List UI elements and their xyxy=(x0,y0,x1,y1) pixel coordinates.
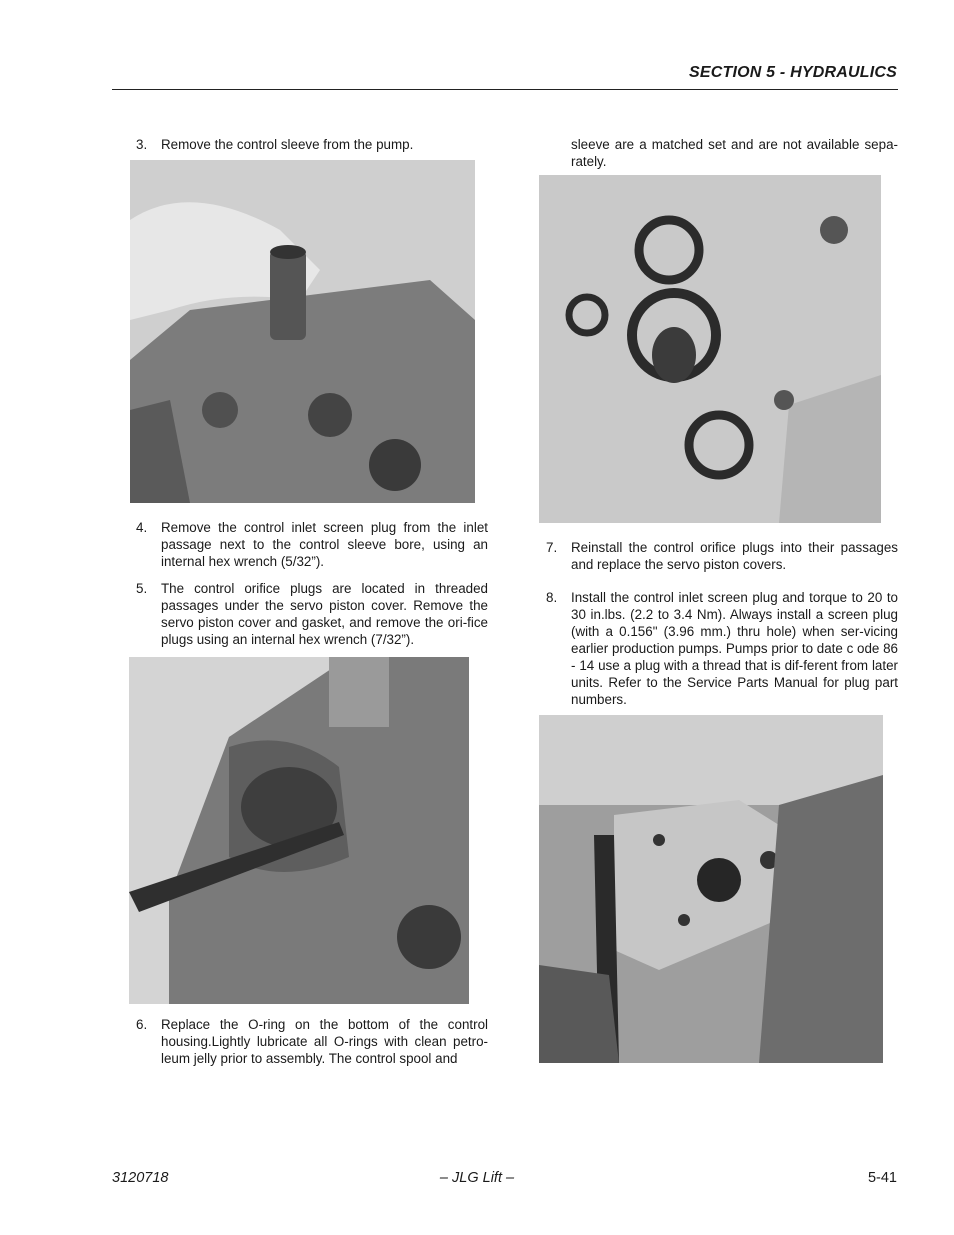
step-8 xyxy=(546,589,898,708)
step-6-continued: sleeve are a matched set and are not available sepa-rately. xyxy=(571,137,898,169)
document-number: 3120718 xyxy=(112,1170,169,1186)
step-text: Replace the O-ring on the bottom of the control housing.Lightly lubricate all O-rings with clean petro-leum jelly prior to assembly. The control spool and xyxy=(161,1017,488,1066)
step-text: Remove the control sleeve from the pump. xyxy=(161,137,414,152)
step-number: 8. xyxy=(546,590,558,605)
header-rule xyxy=(112,89,898,90)
step-3 xyxy=(136,136,488,153)
step-text: Install the control inlet screen plug and torque to 20 to 30 in.lbs. (2.2 to 3.4 Nm). Always install a screen plug (with a 0.156" (3.96 mm.) thru hole) when ser-vicing earlier production pumps. Pumps prior to date c ode 86 - 14 use a plug with a thread that is dif-ferent from later units. Refer to the Service Parts Manual for plug part numbers. xyxy=(571,590,898,707)
photo-remove-orifice-plugs xyxy=(129,657,469,1004)
photo-inlet-screen-plug xyxy=(539,715,883,1063)
step-4 xyxy=(136,519,488,570)
photo-remove-control-sleeve xyxy=(130,160,475,503)
brand-footer: – JLG Lift – xyxy=(439,1170,515,1186)
photo-control-housing-orings xyxy=(539,175,881,523)
section-title: SECTION 5 - HYDRAULICS xyxy=(689,64,897,81)
step-text: The control orifice plugs are located in threaded passages under the servo piston cover. Remove the servo piston cover and gasket, and remove the ori-fice plugs using an internal hex wrench (7/32”). xyxy=(161,581,488,647)
step-number: 4. xyxy=(136,520,148,535)
page-number: 5-41 xyxy=(867,1170,897,1186)
step-6 xyxy=(136,1016,488,1067)
step-number: 6. xyxy=(136,1017,148,1032)
step-number: 3. xyxy=(136,137,148,152)
step-text: Remove the control inlet screen plug from the inlet passage next to the control sleeve bore, using an internal hex wrench (5/32”). xyxy=(161,520,488,569)
step-5 xyxy=(136,580,488,648)
step-7 xyxy=(546,539,898,573)
step-text: Reinstall the control orifice plugs into their passages and replace the servo piston covers. xyxy=(571,540,898,572)
step-number: 7. xyxy=(546,540,558,555)
step-number: 5. xyxy=(136,581,148,596)
